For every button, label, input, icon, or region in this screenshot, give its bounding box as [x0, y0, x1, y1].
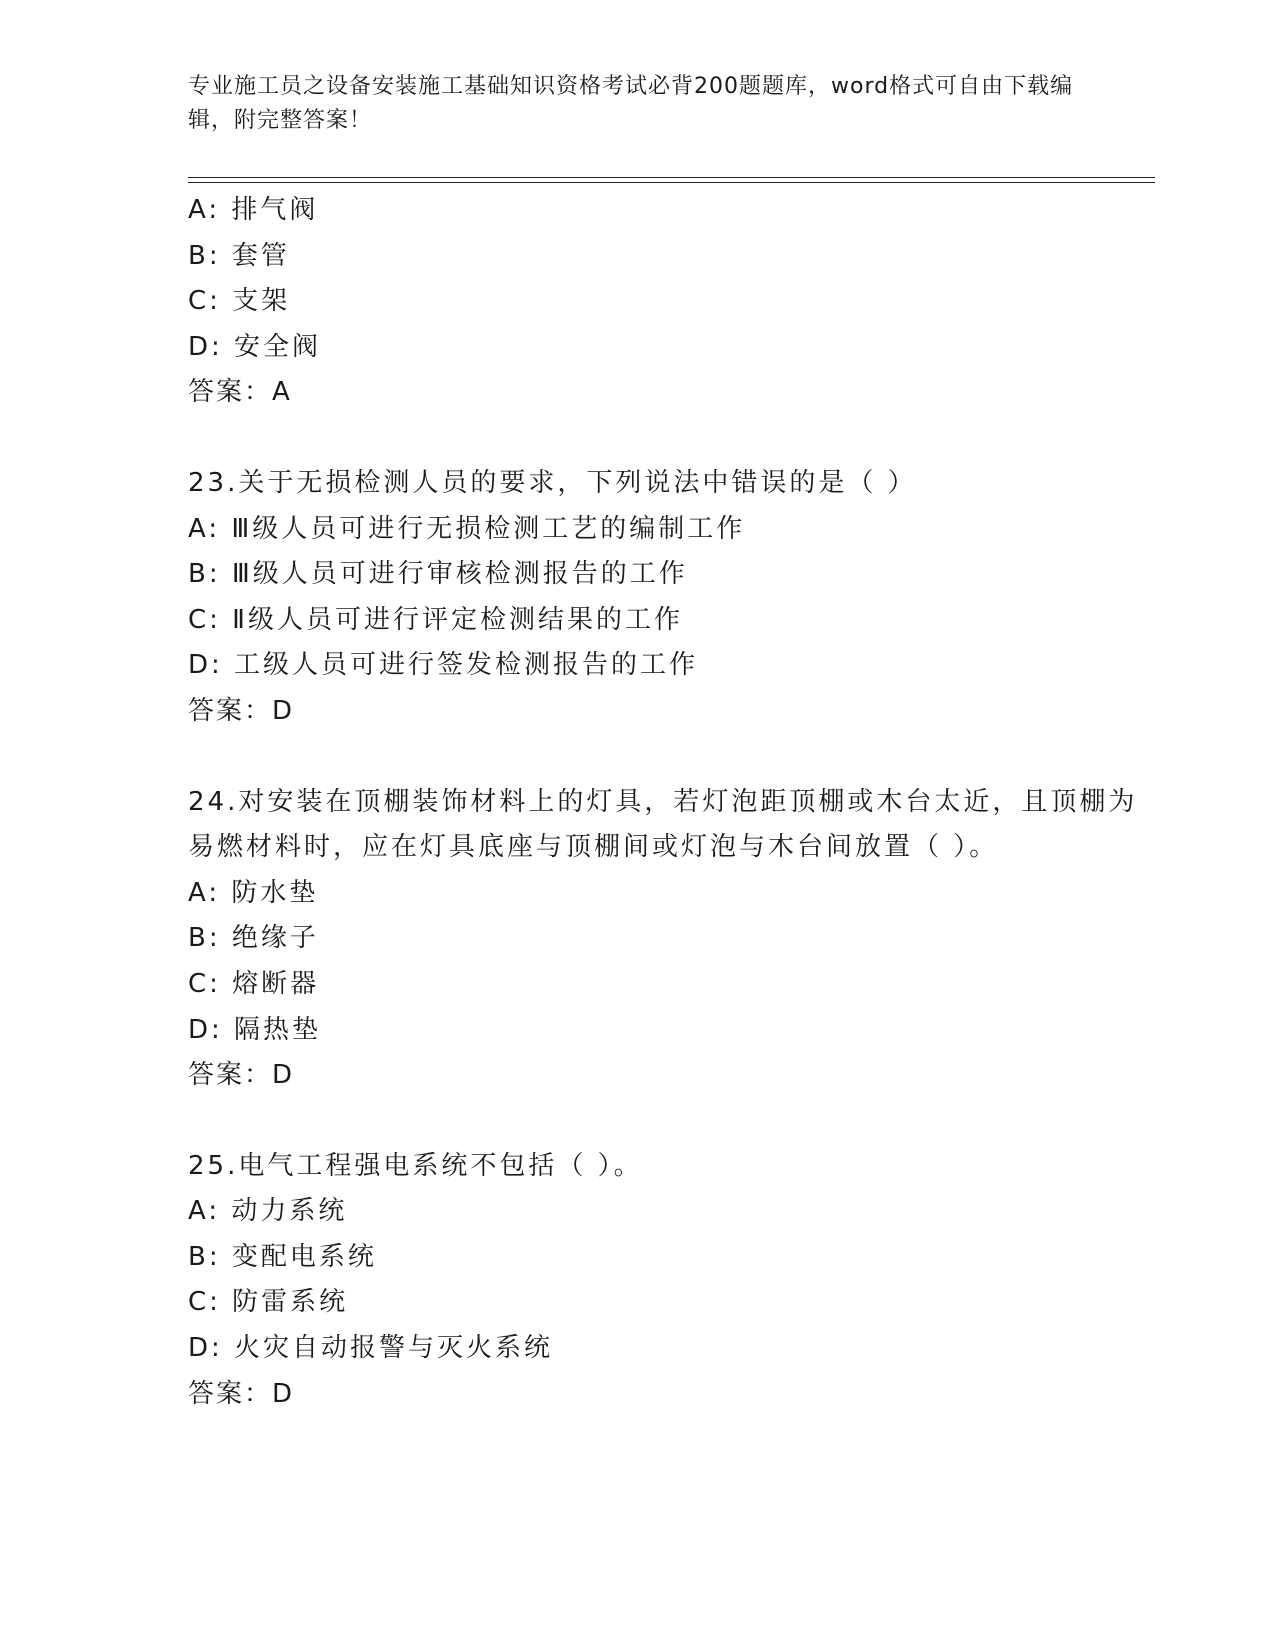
- option-d: D: 火灾自动报警与灭火系统: [188, 1333, 554, 1364]
- question-block-23: [188, 461, 1155, 735]
- question-block-24: [188, 780, 1155, 1099]
- option-c: C: Ⅱ级人员可进行评定检测结果的工作: [188, 604, 683, 635]
- document-body: [188, 188, 1155, 1417]
- header-rule-top: [188, 177, 1155, 178]
- question-block-22: [188, 188, 1155, 416]
- question-text: 23.关于无损检测人员的要求，下列说法中错误的是（ ）: [188, 467, 917, 498]
- header-rule-bottom: [188, 182, 1155, 183]
- answer-text: 答案：D: [188, 695, 295, 726]
- option-a: A: Ⅲ级人员可进行无损检测工艺的编制工作: [188, 513, 746, 544]
- answer-text: 答案：D: [188, 1060, 295, 1091]
- answer-text: 答案：A: [188, 377, 292, 408]
- option-a: A: 防水垫: [188, 877, 319, 908]
- option-a: A: 排气阀: [188, 195, 319, 225]
- question-text: 24.对安装在顶棚装饰材料上的灯具，若灯泡距顶棚或木台太近，且顶棚为易燃材料时，应在灯具底座与顶棚间或灯泡与木台间放置（ ）。: [188, 786, 1138, 863]
- option-b: B: 变配电系统: [188, 1241, 377, 1272]
- option-c: C: 防雷系统: [188, 1287, 349, 1318]
- spacer: [188, 1099, 1155, 1144]
- option-d: D: 隔热垫: [188, 1014, 322, 1045]
- question-block-25: [188, 1144, 1155, 1418]
- spacer: [188, 416, 1155, 461]
- document-header: 专业施工员之设备安装施工基础知识资格考试必背200题题库，word格式可自由下载编辑，附完整答案！: [188, 74, 1074, 133]
- question-text: 25.电气工程强电系统不包括（ ）。: [188, 1150, 643, 1181]
- answer-text: 答案：D: [188, 1378, 295, 1409]
- option-b: B: Ⅲ级人员可进行审核检测报告的工作: [188, 559, 688, 590]
- option-b: B: 绝缘子: [188, 923, 319, 954]
- option-c: C: 熔断器: [188, 968, 320, 999]
- option-b: B: 套管: [188, 240, 290, 271]
- option-d: D: 安全阀: [188, 331, 322, 362]
- option-a: A: 动力系统: [188, 1196, 348, 1227]
- spacer: [188, 735, 1155, 780]
- option-d: D: 工级人员可进行签发检测报告的工作: [188, 650, 699, 681]
- option-c: C: 支架: [188, 286, 291, 317]
